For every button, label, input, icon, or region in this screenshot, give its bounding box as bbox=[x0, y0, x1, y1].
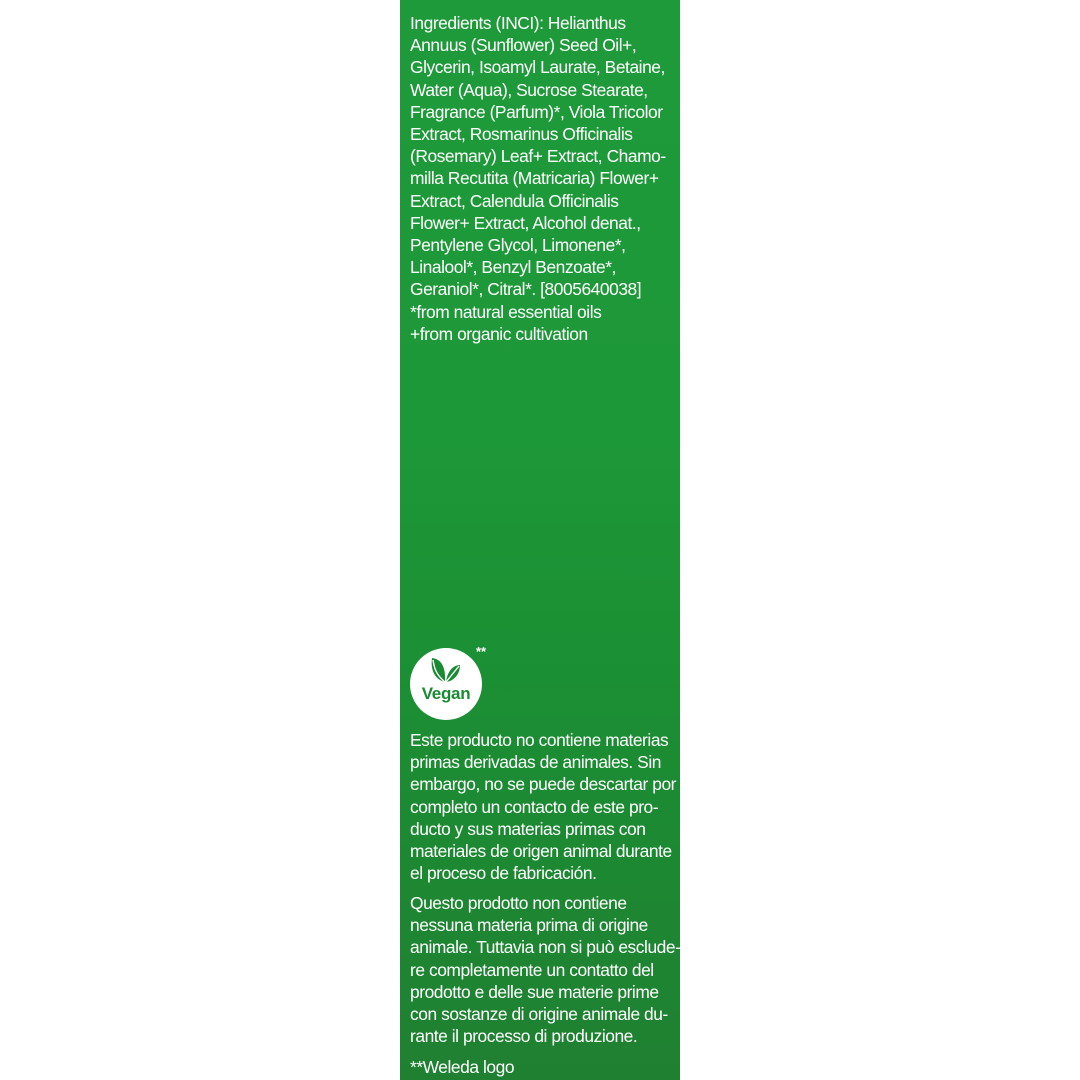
notice-line: animale. Tuttavia non si può esclude- bbox=[410, 937, 680, 958]
ingredients-line: (Rosemary) Leaf+ Extract, Chamo- bbox=[410, 146, 666, 167]
notice-line: materiales de origen animal durante bbox=[410, 841, 672, 862]
notice-line: nessuna materia prima di origine bbox=[410, 915, 648, 936]
ingredients-list bbox=[410, 12, 676, 345]
footnote-essential-oils: *from natural essential oils bbox=[410, 301, 602, 322]
ingredients-line: Fragrance (Parfum)*, Viola Tricolor bbox=[410, 101, 663, 122]
vegan-label: Vegan bbox=[421, 684, 471, 703]
ingredients-line: Geraniol*, Citral*. [8005640038] bbox=[410, 279, 642, 300]
notice-line: Este producto no contiene materias bbox=[410, 730, 669, 750]
ingredients-line: Glycerin, Isoamyl Laurate, Betaine, bbox=[410, 57, 665, 78]
vegan-badge bbox=[410, 644, 487, 720]
notice-line: prodotto e delle sue materie prime bbox=[410, 981, 659, 1002]
notice-line: rante il processo di produzione. bbox=[410, 1026, 638, 1047]
notice-line: con sostanze di origine animale du- bbox=[410, 1004, 668, 1025]
ingredients-line: milla Recutita (Matricaria) Flower+ bbox=[410, 168, 659, 189]
ingredients-line: Extract, Calendula Officinalis bbox=[410, 190, 619, 211]
weleda-logo-footnote bbox=[410, 1056, 676, 1078]
ingredients-line: Ingredients (INCI): Helianthus bbox=[410, 13, 626, 33]
product-label-panel bbox=[400, 0, 680, 1080]
notice-line: Questo prodotto non contiene bbox=[410, 893, 627, 913]
vegan-asterisk-mark: ** bbox=[476, 644, 487, 659]
ingredients-line: Pentylene Glycol, Limonene*, bbox=[410, 235, 626, 256]
footnote-organic: +from organic cultivation bbox=[410, 323, 588, 344]
ingredients-line: Annuus (Sunflower) Seed Oil+, bbox=[410, 35, 637, 56]
notice-line: completo un contacto de este pro- bbox=[410, 796, 659, 817]
ingredients-line: Linalool*, Benzyl Benzoate*, bbox=[410, 257, 616, 278]
notice-line: ducto y sus materias primas con bbox=[410, 818, 646, 839]
ingredients-line: Water (Aqua), Sucrose Stearate, bbox=[410, 79, 648, 100]
notice-line: embargo, no se puede descartar por bbox=[410, 774, 677, 795]
notice-line: primas derivadas de animales. Sin bbox=[410, 752, 661, 773]
spanish-notice bbox=[410, 729, 676, 884]
ingredients-line: Flower+ Extract, Alcohol denat., bbox=[410, 212, 641, 233]
notice-line: re completamente un contatto del bbox=[410, 959, 654, 980]
footnote-text: **Weleda logo bbox=[410, 1057, 515, 1077]
ingredients-line: Extract, Rosmarinus Officinalis bbox=[410, 124, 633, 145]
notice-line: el proceso de fabricación. bbox=[410, 863, 597, 884]
italian-notice bbox=[410, 892, 680, 1047]
leaf-icon bbox=[428, 654, 462, 684]
